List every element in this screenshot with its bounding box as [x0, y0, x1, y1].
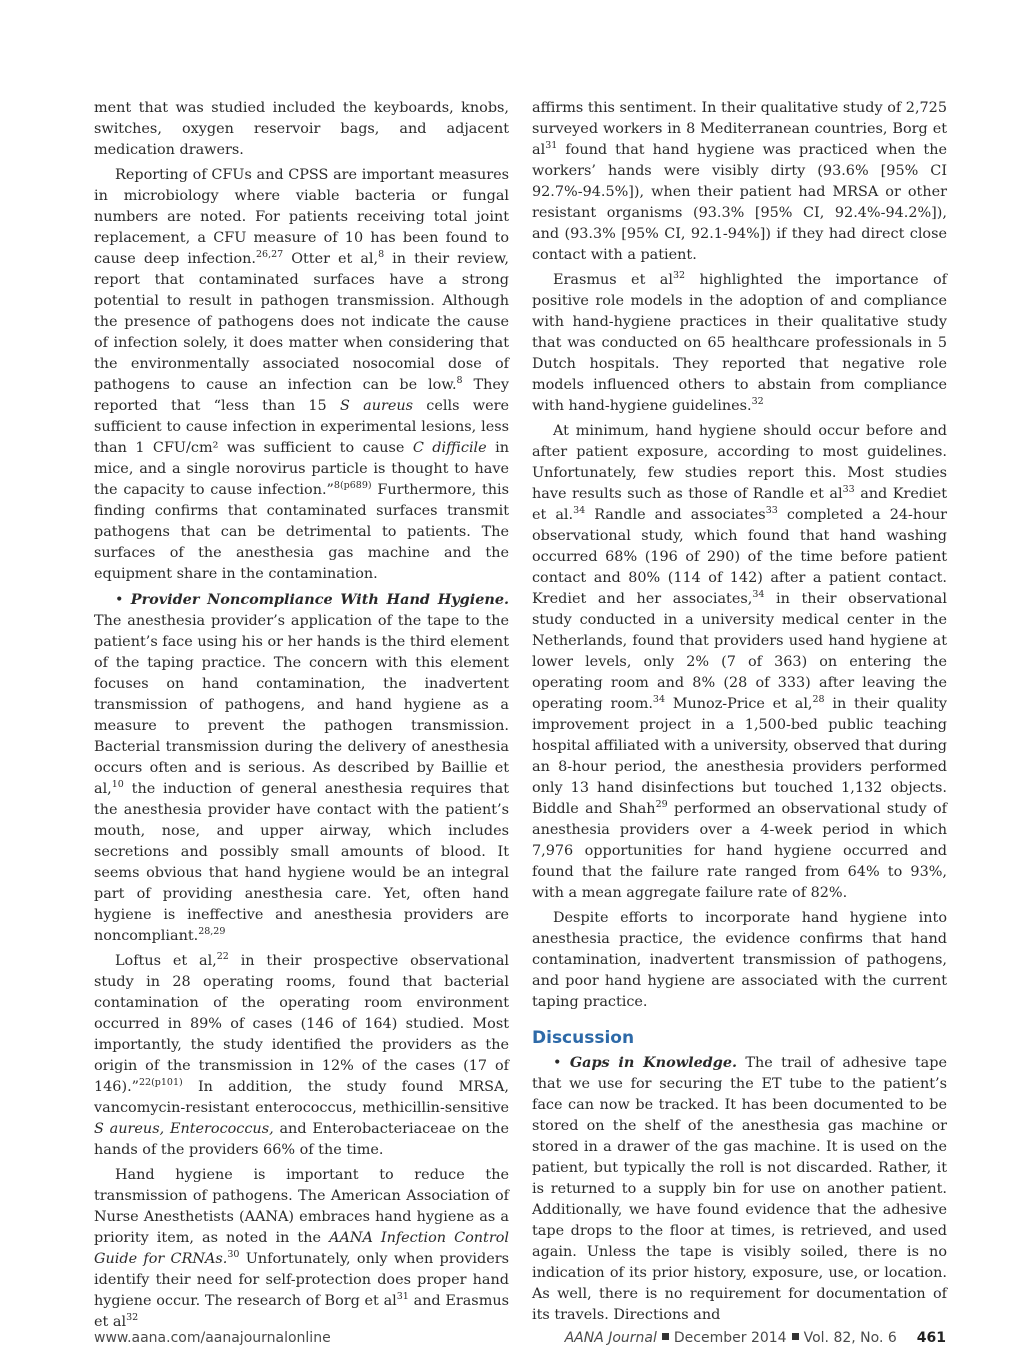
citation: 32	[672, 270, 686, 281]
text: The trail of adhesive tape that we use for securing the ET tube to the patient’s face can now be tracked. It has been documented to be stored on the shelf of the anesthesia gas machine or stored in a drawer of the gas machine. It is used on the patient, but typically the roll is not discarded. Rather, it is returned to a supply bin for use on another patient. Additionally, we have found evidence that the adhesive tape drops to the floor at times, is retrieved, and used again. Unless the tape is visibly soiled, there is no indication of its prior history, exposure, use, or location. As well, there is no requirement for documentation of its travels. Directions and	[532, 1055, 947, 1323]
citation: 32	[126, 1312, 139, 1323]
paragraph	[94, 1165, 509, 1333]
text: Munoz-Price et al,	[665, 696, 813, 712]
subheading: Provider Noncompliance With Hand Hygiene.	[130, 591, 509, 608]
paragraph	[94, 951, 509, 1161]
text: performed an observational study of anesthesia providers over a 4-week period in which 7,976 opportunities for hand hygiene occurred and found that the failure rate ranged from 64% to 93%, with a mean aggregate failure rate of 82%.	[532, 801, 947, 901]
paragraph	[532, 270, 947, 417]
citation: 8	[378, 249, 385, 260]
citation: 22(p101)	[139, 1077, 183, 1088]
text: Hand hygiene is important to reduce the transmission of pathogens. The American Association of Nurse Anesthetists (AANA) embraces hand hygiene as a priority item, as noted in the	[94, 1167, 509, 1246]
page-footer	[94, 1330, 946, 1352]
text: highlighted the importance of positive role models in the adoption of and compliance with hand-hygiene practices in their qualitative study that was conducted on 65 healthcare professionals in 5 Dutch hospitals. They reported that negative role models influenced others to abstain from compliance with hand-hygiene guidelines.	[532, 272, 947, 414]
left-column	[94, 98, 509, 1337]
text: cells were sufficient to cause infection in experimental lesions, less than 1 CFU/cm² was sufficient to cause	[94, 398, 509, 456]
footer-citation	[565, 1330, 946, 1346]
right-column	[532, 98, 947, 1330]
text: in their quality improvement project in a 1,500-bed public teaching hospital affiliated with a university, observed that during an 8-hour period, the anesthesia providers performed only 13 hand disinfections but touched 1,132 objects. Biddle and Shah	[532, 696, 947, 817]
citation: 33	[842, 484, 855, 495]
citation: 22	[216, 951, 229, 962]
text: in their prospective observational study in 28 operating rooms, found that bacterial contamination of the operating room environment occurred in 89% of cases (146 of 164) studied. Most importantly, the study identified the providers as the origin of the transmission in 12% of the cases (17 of 146).”	[94, 953, 510, 1095]
text: in mice, and a single norovirus particle is thought to have the capacity to cause infection.”	[94, 440, 509, 498]
text: the induction of general anesthesia requires that the anesthesia provider have contact with the patient’s mouth, nose, and upper airway, which includes secretions and possibly small amounts of blood. It seems obvious that hand hygiene would be an integral part of providing anesthesia care. Yet, often hand hygiene is ineffective and anesthesia providers are noncompliant.	[94, 781, 509, 944]
issue-date: December 2014	[673, 1330, 787, 1346]
citation: 33	[765, 505, 778, 516]
italic-text: S aureus	[339, 398, 414, 414]
italic-text: AANA Infection Control Guide for CRNAs.	[94, 1230, 509, 1267]
text: ment that was studied included the keyboards, knobs, switches, oxygen reservoir bags, and adjacent medication drawers.	[94, 100, 509, 158]
journal-url[interactable]: www.aana.com/aanajournalonline	[94, 1330, 331, 1346]
citation: 8(p689)	[333, 480, 372, 491]
bullet-paragraph	[94, 589, 509, 947]
bullet-glyph: •	[553, 1055, 570, 1071]
journal-name: AANA Journal	[564, 1330, 657, 1346]
bullet-glyph: •	[115, 592, 131, 608]
text: Reporting of CFUs and CPSS are important measures in microbiology where viable bacteria or fungal numbers are noted. For patients receiving total joint replacement, a CFU measure of 10 has been found to cause deep infection.	[94, 167, 509, 267]
paragraph	[532, 98, 947, 266]
citation: 31	[396, 1291, 409, 1302]
text: Loftus et al,	[115, 953, 217, 969]
square-separator-icon	[662, 1333, 669, 1340]
text: In addition, the study found MRSA, vancomycin-resistant enterococcus, methicillin-sensitive	[94, 1079, 509, 1116]
citation: 28,29	[198, 926, 226, 937]
text: Unfortunately, only when providers identify their need for self-protection does proper hand hygiene occur. The research of Borg et al	[94, 1251, 510, 1309]
text: and Erasmus et al	[94, 1293, 509, 1330]
volume-number: Vol. 82, No. 6	[803, 1330, 897, 1346]
page-number: 461	[916, 1330, 946, 1346]
citation: 8	[456, 375, 463, 386]
square-separator-icon	[792, 1333, 799, 1340]
citation: 29	[655, 799, 668, 810]
citation: 10	[111, 779, 124, 790]
text: They reported that “less than 15	[94, 377, 509, 414]
paragraph	[94, 98, 509, 161]
text: Randle and associates	[585, 507, 766, 523]
citation: 34	[652, 694, 666, 705]
bullet-paragraph	[532, 1052, 947, 1326]
section-heading: Discussion	[532, 1028, 635, 1048]
text: in their observational study conducted in a university medical center in the Netherlands, found that providers used hand hygiene at lower levels, only 2% (7 of 363) on entering the operating room and 8% (28 of 333) after leaving the operating room.	[532, 591, 947, 712]
text: and Krediet et al.	[532, 486, 947, 523]
paragraph	[532, 421, 947, 904]
citation: 34	[752, 589, 765, 600]
citation: 28	[812, 694, 825, 705]
paragraph	[94, 165, 509, 585]
text: in their review, report that contaminated surfaces have a strong potential to result in pathogen transmission. Although the presence of pathogens does not indicate the cause of infection solely, it does matter when considering that the environmentally associated nosocomial dose of pathogens to cause an infection can be low.	[94, 251, 509, 393]
citation: 31	[545, 140, 558, 151]
text: completed a 24-hour observational study, which found that hand washing occurred 68% (196 of 290) of the time before patient contact and 80% (114 of 142) after a patient contact. Krediet and her associates,	[532, 507, 947, 607]
text: affirms this sentiment. In their qualitative study of 2,725 surveyed workers in 8 Mediterranean countries, Borg et al	[532, 100, 947, 158]
text: At minimum, hand hygiene should occur before and after patient exposure, according to most guidelines. Unfortunately, few studies report this. Most studies have results such as those of Randle et al	[532, 423, 947, 502]
text: Despite efforts to incorporate hand hygiene into anesthesia practice, the evidence confirms that hand contamination, inadvertent transmission of pathogens, and poor hand hygiene are associated with the current taping practice.	[532, 910, 947, 1010]
text: found that hand hygiene was practiced when the workers’ hands were visibly dirty (93.6% [95% CI 92.7%-94.5%]), when their patient had MRSA or other resistant organisms (93.3% [95% CI, 92.4%-94.2%]), and (93.3% [95% CI, 92.1-94%]) if they had direct close contact with a patient.	[532, 142, 947, 263]
citation: 26,27	[256, 249, 284, 260]
italic-text: S aureus, Enterococcus,	[94, 1121, 274, 1137]
italic-text: C difficile	[412, 440, 487, 456]
text: The anesthesia provider’s application of the tape to the patient’s face using his or her hands is the third element of the taping practice. The concern with this element focuses on hand contamination, the inadvertent transmission of pathogens, and hand hygiene as a measure to prevent the pathogen transmission. Bacterial transmission during the delivery of anesthesia occurs often and is serious. As described by Baillie et al,	[94, 613, 509, 797]
text: Otter et al,	[283, 251, 379, 267]
text: Furthermore, this finding confirms that contaminated surfaces transmit pathogens that can be detrimental to patients. The surfaces of the anesthesia gas machine and the equipment share in the contamination.	[94, 482, 509, 582]
citation: 34	[573, 505, 586, 516]
subheading: Gaps in Knowledge.	[569, 1054, 738, 1071]
paragraph	[532, 908, 947, 1013]
citation: 32	[751, 396, 764, 407]
text: Erasmus et al	[553, 272, 673, 288]
citation: 30	[227, 1249, 240, 1260]
text: and Enterobacteriaceae on the hands of the providers 66% of the time.	[94, 1121, 509, 1158]
